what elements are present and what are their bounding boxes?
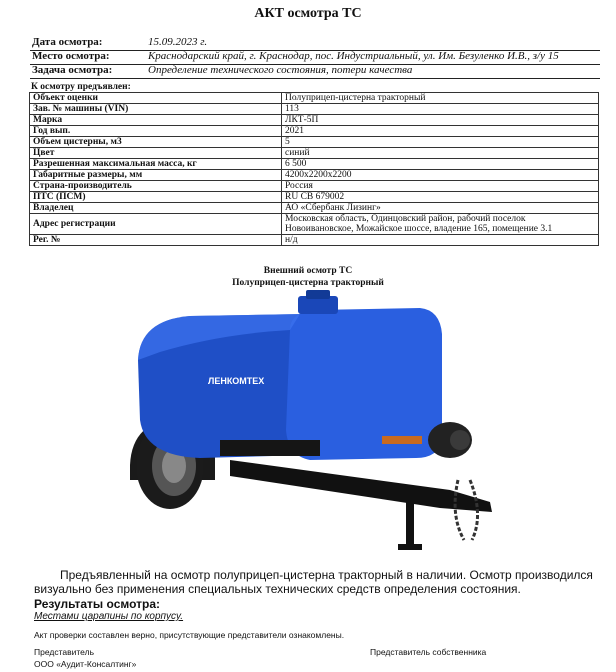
meta-label: Место осмотра: (32, 50, 110, 62)
table-row (30, 170, 599, 181)
support-leg (406, 490, 414, 548)
row-key: Рег. № (30, 235, 282, 246)
row-key: Объем цистерны, м3 (30, 137, 282, 148)
row-value: Полуприцеп-цистерна тракторный (282, 93, 599, 104)
row-value: синий (282, 148, 599, 159)
results-value: Местами царапины по корпусу. (34, 611, 184, 622)
meta-value: Определение технического состояния, потери качества (148, 64, 413, 76)
table-row (30, 203, 599, 214)
row-value: ЛКТ-5П (282, 115, 599, 126)
table-row (30, 126, 599, 137)
row-value: 6 500 (282, 159, 599, 170)
table-row (30, 104, 599, 115)
row-key: Страна-производитель (30, 181, 282, 192)
meta-row-task (30, 64, 600, 79)
meta-label: Задача осмотра: (32, 64, 113, 76)
row-value (282, 214, 599, 235)
meta-value: Краснодарский край, г. Краснодар, пос. Индустриальный, ул. Им. Безуленко И.В., з/у 15 (148, 50, 559, 62)
row-value: RU СВ 679002 (282, 192, 599, 203)
meta-label: Дата осмотра: (32, 36, 103, 48)
presented-label: К осмотру предъявлен: (31, 82, 131, 92)
row-key: Цвет (30, 148, 282, 159)
row-value: Россия (282, 181, 599, 192)
object-table (29, 92, 599, 246)
photo-caption-title: Внешний осмотр ТС (263, 266, 353, 276)
photo-caption-subtitle: Полуприцеп-цистерна тракторный (232, 278, 384, 288)
row-value: 2021 (282, 126, 599, 137)
results-heading: Результаты осмотра: (34, 597, 160, 611)
table-row (30, 192, 599, 203)
table-row (30, 137, 599, 148)
table-row (30, 235, 599, 246)
row-key: Разрешенная максимальная масса, кг (30, 159, 282, 170)
address-line-2: Новоивановское, Можайское шоссе, владение 165, помещение 3.1 (285, 224, 553, 234)
row-key: Габаритные размеры, мм (30, 170, 282, 181)
address-line-1: Московская область, Одинцовский район, рабочий поселок (285, 214, 526, 224)
row-key: Год вып. (30, 126, 282, 137)
representative-label: Представитель (34, 647, 95, 657)
row-key: Объект оценки (30, 93, 282, 104)
drawbar-frame (230, 460, 492, 512)
valve-icon (382, 436, 422, 444)
table-row (30, 115, 599, 126)
meta-value: 15.09.2023 г. (148, 36, 208, 48)
owner-representative-label: Представитель собственника (370, 647, 487, 657)
row-key: Адрес регистрации (30, 214, 282, 235)
representative-org: ООО «Аудит-Консалтинг» (34, 659, 137, 669)
row-key: ПТС (ПСМ) (30, 192, 282, 203)
acknowledgement-text: Акт проверки составлен верно, присутствующие представители ознакомлены. (34, 630, 345, 640)
inspection-paragraph: Предъявленный на осмотр полуприцеп-цистерна тракторный в наличии. Осмотр производился визуально без применения специальных технических средств определения состояния. (34, 568, 593, 596)
table-row (30, 148, 599, 159)
row-key: Зав. № машины (VIN) (30, 104, 282, 115)
row-value: 5 (282, 137, 599, 148)
row-key: Марка (30, 115, 282, 126)
document-title: АКТ осмотра ТС (254, 6, 362, 21)
table-row (30, 214, 599, 235)
table-row (30, 181, 599, 192)
tank-brand-label: ЛЕНКОМТЕХ (208, 376, 265, 386)
row-value: н/д (282, 235, 599, 246)
row-value: АО «Сбербанк Лизинг» (282, 203, 599, 214)
meta-row-date (30, 36, 600, 51)
row-value: 4200х2200х2200 (282, 170, 599, 181)
table-row (30, 159, 599, 170)
tank-trailer-photo (120, 290, 510, 560)
table-row (30, 93, 599, 104)
row-value: 113 (282, 104, 599, 115)
row-key: Владелец (30, 203, 282, 214)
meta-row-place (30, 50, 600, 65)
